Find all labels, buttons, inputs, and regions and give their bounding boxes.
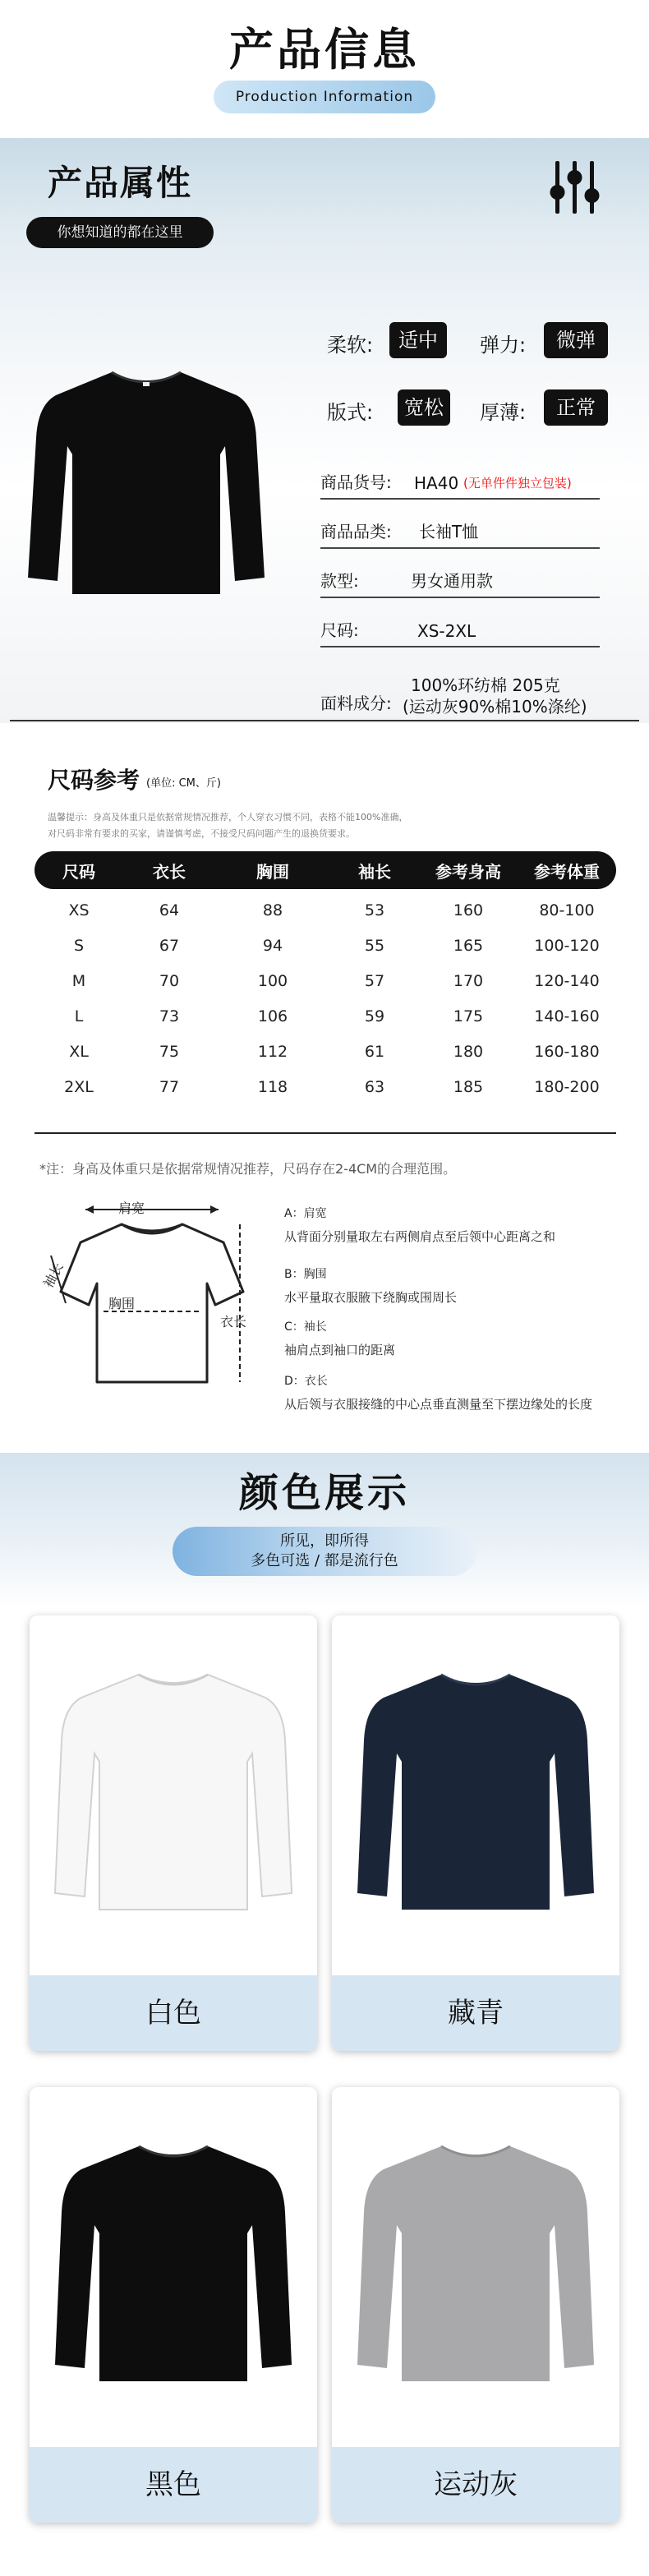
header-cell: 衣长 xyxy=(153,861,186,882)
size-value: XS-2XL xyxy=(417,621,476,641)
table-cell: 61 xyxy=(364,1042,385,1061)
table-cell: 170 xyxy=(453,971,484,990)
color-subtitle-line-1: 所见，即所得 xyxy=(280,1532,369,1550)
table-cell: 70 xyxy=(159,971,180,990)
table-cell: 59 xyxy=(364,1007,385,1025)
measure-desc: 水平量取衣服腋下绕胸或围周长 xyxy=(284,1290,458,1305)
measure-label: B：胸围 xyxy=(284,1268,327,1281)
measure-item-a xyxy=(284,1205,555,1245)
category-label: 商品品类: xyxy=(320,522,392,541)
size-footnote: *注：身高及体重只是依据常规情况推荐，尺码存在2-4CM的合理范围。 xyxy=(39,1161,457,1177)
table-cell: 55 xyxy=(364,936,385,955)
divider xyxy=(10,720,639,721)
elasticity-value: 微弹 xyxy=(544,322,608,358)
color-name: 藏青 xyxy=(332,1975,619,2051)
table-cell: 180 xyxy=(453,1042,484,1061)
length-label: 衣长 xyxy=(220,1314,247,1329)
table-row xyxy=(35,1069,616,1104)
sleeve-label: 袖长 xyxy=(39,1260,67,1291)
fabric-value-2: (运动灰90%棉10%涤纶) xyxy=(403,697,587,717)
feel-row-1 xyxy=(327,322,606,358)
table-cell: 106 xyxy=(257,1007,288,1025)
color-name: 白色 xyxy=(30,1975,317,2051)
size-table xyxy=(35,851,616,1104)
color-section-title: 颜色展示 xyxy=(238,1470,410,1516)
table-cell: 73 xyxy=(159,1007,180,1025)
color-card-white[interactable] xyxy=(30,1615,317,2051)
header-cell: 参考身高 xyxy=(435,861,501,882)
item-no-value: HA40 xyxy=(414,473,459,493)
color-subtitle-line-2: 多色可选 / 都是流行色 xyxy=(251,1552,398,1569)
gray-shirt-image xyxy=(352,2128,599,2391)
item-no-label: 商品货号: xyxy=(320,472,392,492)
table-cell: L xyxy=(74,1007,84,1025)
measure-desc: 从后领与衣服接缝的中心点垂直测量至下摆边缘处的长度 xyxy=(284,1397,593,1412)
header-cell: 参考体重 xyxy=(534,861,600,882)
table-cell: 165 xyxy=(453,936,484,955)
fit-label: 版式: xyxy=(327,401,374,424)
size-chart-note-2: 对尺码非常有要求的买家，请谨慎考虑，不接受尺码问题产生的退换货要求。 xyxy=(48,828,355,839)
spec-item-no xyxy=(320,457,600,500)
white-shirt-image xyxy=(50,1657,297,1919)
fabric-label: 面料成分: xyxy=(320,694,392,713)
table-cell: 80-100 xyxy=(539,901,595,919)
measure-label: D：衣长 xyxy=(284,1375,328,1388)
size-chart-unit: (单位: CM、斤) xyxy=(146,777,221,790)
softness-label: 柔软: xyxy=(327,334,374,357)
spec-category xyxy=(320,506,600,549)
shoulder-label: 肩宽 xyxy=(118,1200,145,1216)
size-label: 尺码: xyxy=(320,620,359,640)
table-cell: 185 xyxy=(453,1077,484,1096)
table-row xyxy=(35,1034,616,1069)
color-card-gray[interactable] xyxy=(332,2087,619,2523)
table-cell: 118 xyxy=(257,1077,288,1096)
measure-item-d xyxy=(284,1372,592,1412)
table-cell: 100 xyxy=(257,971,288,990)
measure-item-b xyxy=(284,1265,457,1306)
table-cell: 94 xyxy=(262,936,283,955)
spec-size xyxy=(320,605,600,647)
table-cell: 88 xyxy=(262,901,283,919)
measure-desc: 从背面分别量取左右两侧肩点至后领中心距离之和 xyxy=(284,1229,556,1244)
table-cell: 175 xyxy=(453,1007,484,1025)
color-card-navy[interactable] xyxy=(332,1615,619,2051)
size-chart-note-1: 温馨提示：身高及体重只是依据常规情况推荐，个人穿衣习惯不同，表格不能100%准确， xyxy=(48,812,408,823)
style-value: 男女通用款 xyxy=(411,571,493,591)
table-cell: 57 xyxy=(364,971,385,990)
attributes-title: 产品属性 xyxy=(48,163,193,203)
softness-value: 适中 xyxy=(389,322,447,358)
table-cell: M xyxy=(71,971,86,990)
fabric-value-1: 100%环纺棉 205克 xyxy=(411,675,560,695)
table-cell: 160-180 xyxy=(534,1042,600,1061)
table-row xyxy=(35,892,616,928)
header-cell: 胸围 xyxy=(256,861,289,882)
table-cell: 75 xyxy=(159,1042,180,1061)
header-cell: 袖长 xyxy=(358,861,391,882)
navy-shirt-image xyxy=(352,1657,599,1919)
measure-label: C：袖长 xyxy=(284,1320,327,1334)
fit-value: 宽松 xyxy=(398,389,450,426)
measure-item-c xyxy=(284,1318,395,1358)
measure-desc: 袖肩点到袖口的距离 xyxy=(284,1343,396,1357)
size-table-header xyxy=(35,851,616,889)
measurement-diagram xyxy=(33,1191,271,1413)
table-cell: 120-140 xyxy=(534,971,600,990)
measure-label: A：肩宽 xyxy=(284,1207,327,1220)
spec-style xyxy=(320,555,600,598)
table-cell: 112 xyxy=(257,1042,288,1061)
thickness-value: 正常 xyxy=(544,389,608,426)
table-row xyxy=(35,998,616,1034)
table-cell: 67 xyxy=(159,936,180,955)
black-shirt-card-image xyxy=(50,2128,297,2391)
elasticity-label: 弹力: xyxy=(480,334,527,357)
table-cell: 63 xyxy=(364,1077,385,1096)
size-chart-title: 尺码参考 xyxy=(48,767,140,794)
table-cell: 2XL xyxy=(64,1077,94,1096)
table-cell: 53 xyxy=(364,901,385,919)
table-cell: 64 xyxy=(159,901,180,919)
table-cell: 160 xyxy=(453,901,484,919)
table-cell: XL xyxy=(69,1042,89,1061)
style-label: 款型: xyxy=(320,571,359,591)
color-section-subtitle xyxy=(173,1527,476,1576)
table-divider xyxy=(35,1132,616,1134)
item-no-note: (无单件件独立包装) xyxy=(463,476,572,491)
attributes-subtitle: 你想知道的都在这里 xyxy=(26,217,214,248)
table-cell: 77 xyxy=(159,1077,180,1096)
color-name: 黑色 xyxy=(30,2447,317,2523)
thickness-label: 厚薄: xyxy=(480,401,527,424)
table-cell: XS xyxy=(68,901,90,919)
color-card-black[interactable] xyxy=(30,2087,317,2523)
feel-row-2 xyxy=(327,389,606,426)
page-title: 产品信息 xyxy=(229,24,420,76)
table-row xyxy=(35,963,616,998)
table-cell: 140-160 xyxy=(534,1007,600,1025)
black-shirt-image xyxy=(23,356,269,602)
color-name: 运动灰 xyxy=(332,2447,619,2523)
table-cell: 180-200 xyxy=(534,1077,600,1096)
chest-label: 胸围 xyxy=(108,1296,136,1311)
category-value: 长袖T恤 xyxy=(419,522,479,541)
header xyxy=(0,0,649,107)
header-cell: 尺码 xyxy=(62,861,95,882)
page-subtitle: Production Information xyxy=(214,81,435,113)
table-cell: 100-120 xyxy=(534,936,600,955)
sliders-icon xyxy=(545,158,605,217)
table-cell: S xyxy=(73,936,85,955)
table-row xyxy=(35,928,616,963)
